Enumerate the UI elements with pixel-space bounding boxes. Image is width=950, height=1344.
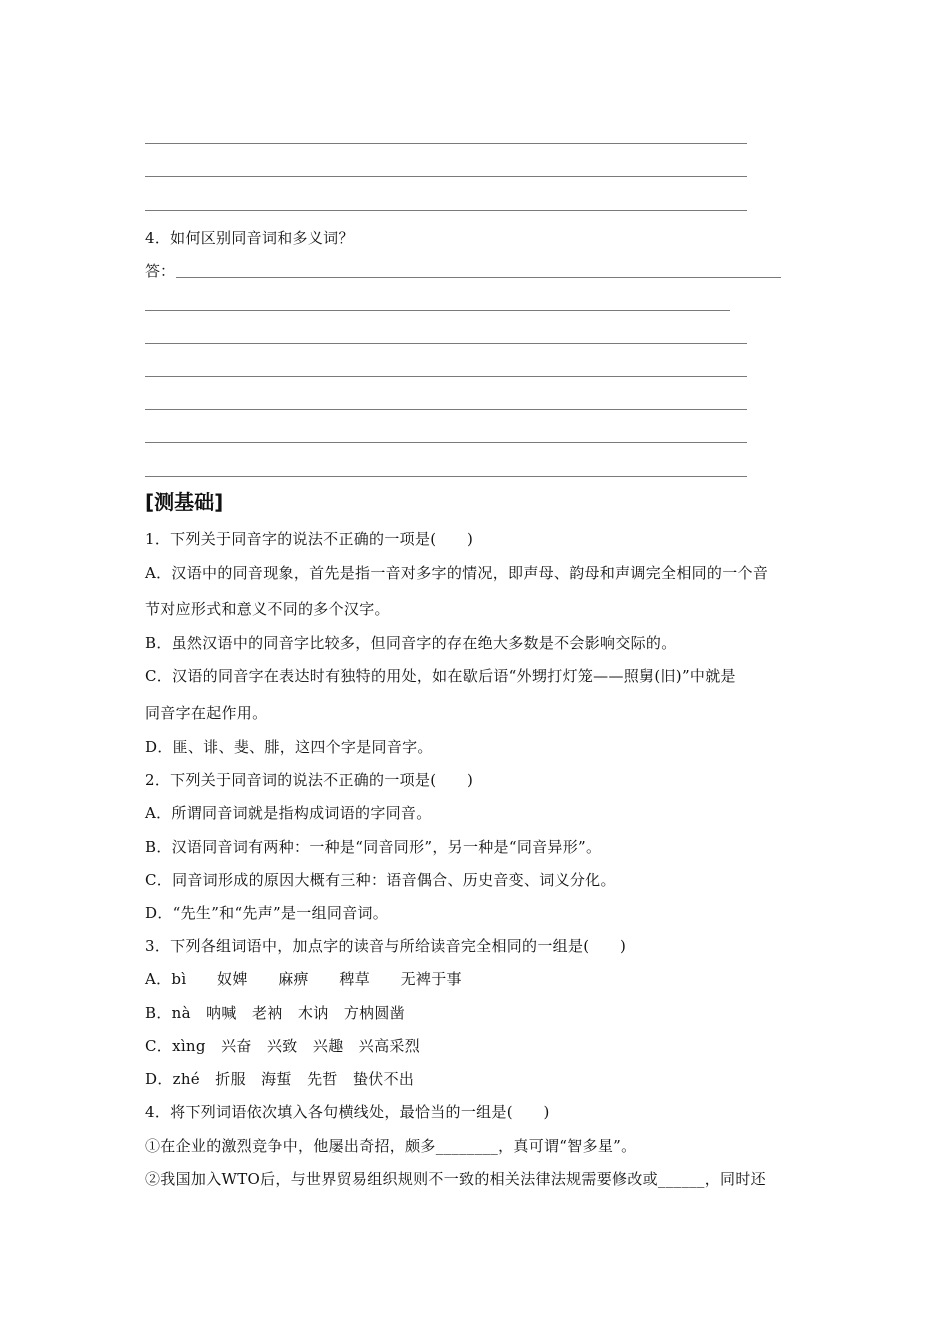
- answer-line: [145, 310, 730, 311]
- section-heading: [测基础]: [145, 490, 224, 514]
- text-line: ①在企业的激烈竞争中，他屡出奇招，颇多________，真可谓“智多星”。: [145, 1137, 637, 1155]
- answer-line: [145, 376, 747, 377]
- text-line: 同音字在起作用。: [145, 704, 268, 722]
- answer-line: [145, 476, 747, 477]
- text-line: 节对应形式和意义不同的多个汉字。: [145, 600, 390, 618]
- text-line: B．nà 呐喊 老衲 木讷 方枘圆凿: [145, 1004, 406, 1022]
- answer-line: [145, 442, 747, 443]
- text-line: B．虽然汉语中的同音字比较多，但同音字的存在绝大多数是不会影响交际的。: [145, 634, 677, 652]
- text-line: C．同音词形成的原因大概有三种：语音偶合、历史音变、词义分化。: [145, 871, 616, 889]
- text-line: D．zhé 折服 海蜇 先哲 蛰伏不出: [145, 1070, 415, 1088]
- answer-line: [145, 210, 747, 211]
- answer-line: [145, 343, 747, 344]
- text-line: 2．下列关于同音词的说法不正确的一项是( ): [145, 771, 474, 789]
- text-line: ②我国加入WTO后，与世界贸易组织规则不一致的相关法律法规需要修改或______，同时还: [145, 1170, 766, 1188]
- text-line: 3．下列各组词语中，加点字的读音与所给读音完全相同的一组是( ): [145, 937, 627, 955]
- answer-line: [176, 277, 781, 278]
- text-line: C．xìng 兴奋 兴致 兴趣 兴高采烈: [145, 1037, 420, 1055]
- answer-label: 答：: [145, 262, 176, 280]
- text-line: A．所谓同音词就是指构成词语的字同音。: [145, 804, 432, 822]
- text-line: D．匪、诽、斐、腓，这四个字是同音字。: [145, 738, 433, 756]
- text-line: 4．将下列词语依次填入各句横线处，最恰当的一组是( ): [145, 1103, 550, 1121]
- text-line: C．汉语的同音字在表达时有独特的用处，如在歇后语“外甥打灯笼——照舅(旧)”中就是: [145, 667, 736, 685]
- answer-line: [145, 409, 747, 410]
- answer-line: [145, 176, 747, 177]
- text-line: B．汉语同音词有两种：一种是“同音同形”，另一种是“同音异形”。: [145, 838, 602, 856]
- question-4-text: 4．如何区别同音词和多义词？: [145, 229, 354, 247]
- text-line: D．“先生”和“先声”是一组同音词。: [145, 904, 389, 922]
- text-line: A．汉语中的同音现象，首先是指一音对多字的情况，即声母、韵母和声调完全相同的一个音: [145, 564, 769, 582]
- text-line: A．bì 奴婢 麻痹 稗草 无裨于事: [145, 970, 462, 988]
- text-line: 1．下列关于同音字的说法不正确的一项是( ): [145, 530, 474, 548]
- answer-line: [145, 143, 747, 144]
